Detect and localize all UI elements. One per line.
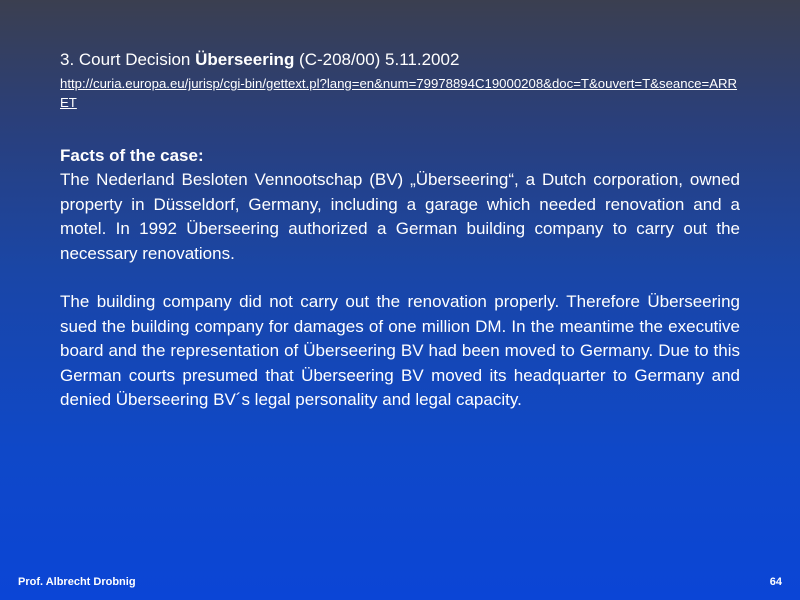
- slide-content: [60, 50, 740, 413]
- case-link[interactable]: http://curia.europa.eu/jurisp/cgi-bin/gettext.pl?lang=en&num=79978894C19000208&doc=T&ouvert=T&seance=ARRET: [60, 76, 738, 110]
- heading-suffix: (C-208/00) 5.11.2002: [294, 50, 460, 69]
- page-number: 64: [769, 576, 782, 588]
- footer-author: Prof. Albrecht Drobnig: [18, 576, 136, 588]
- facts-heading: Facts of the case:: [60, 146, 204, 165]
- heading-prefix: 3. Court Decision: [60, 50, 196, 69]
- facts-paragraph-2: The building company did not carry out the renovation properly. Therefore Überseering sued the building company for damages of one million DM. In the meantime the executive board and the representation of Überseering BV had been moved to Germany. Due to this German courts presumed that Überseering BV moved its headquarter to Germany and denied Überseering BV´s legal personality and legal capacity.: [60, 292, 740, 409]
- slide-heading: [60, 50, 740, 70]
- facts-paragraph-1: The Nederland Besloten Vennootschap (BV) „Überseering“, a Dutch corporation, owned property in Düsseldorf, Germany, including a garage which needed renovation and a motel. In 1992 Überseering authorized a German building company to carry out the necessary renovations.: [60, 170, 740, 263]
- heading-case-name: Überseering: [195, 50, 295, 69]
